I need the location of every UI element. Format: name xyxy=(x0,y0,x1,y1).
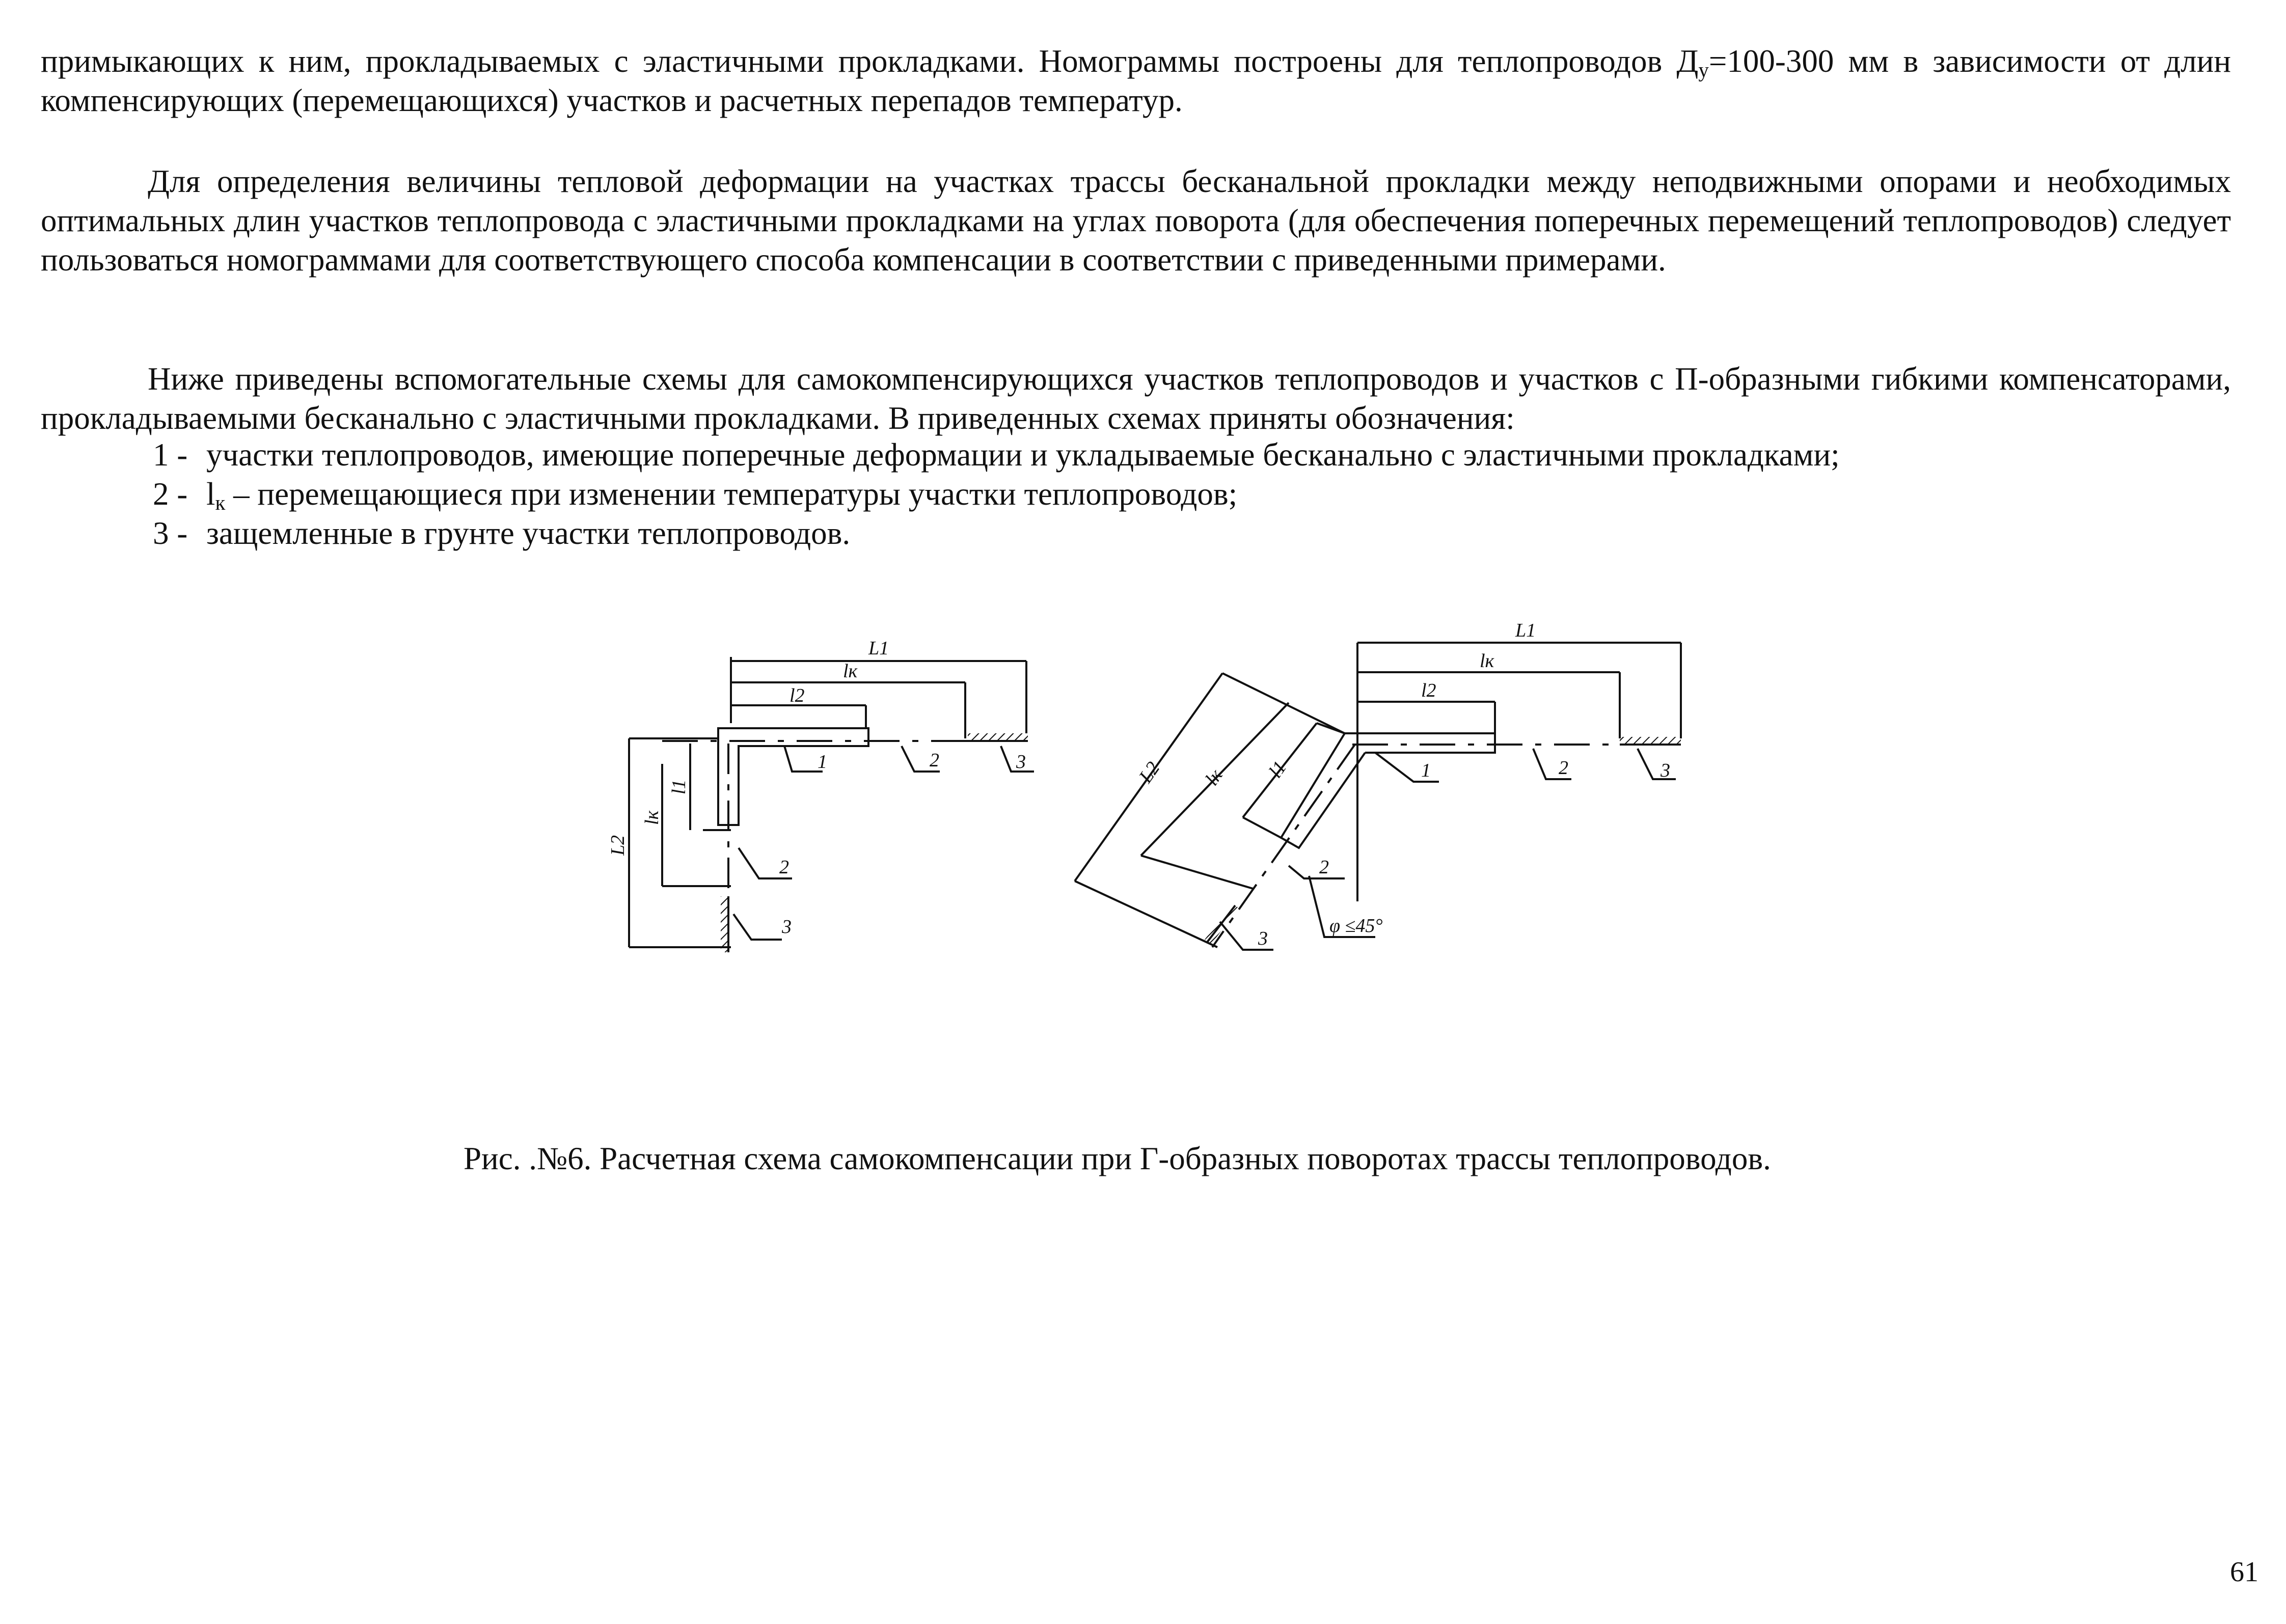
label-lk: lк xyxy=(1480,650,1494,672)
ground-hatch-vertical xyxy=(721,896,728,952)
leader-3v xyxy=(733,914,782,940)
legend-text: – перемещающиеся при изменении температуры участки теплопроводов; xyxy=(225,476,1238,512)
leader-1 xyxy=(784,746,823,772)
legend-text: участки теплопроводов, имеющие поперечные деформации и укладываемые бесканально с эластичными прокладками; xyxy=(206,437,1840,473)
label-2-vertical: 2 xyxy=(779,857,789,878)
paragraph-1-text: примыкающих к ним, прокладываемых с эластичными прокладками. Номограммы построены для теплопроводов Д xyxy=(41,43,1699,79)
page-number: 61 xyxy=(2230,1556,2258,1588)
legend-number: 2 - xyxy=(153,476,188,512)
ground-hatch-horizontal xyxy=(1620,737,1681,745)
label-L1: L1 xyxy=(1515,620,1536,641)
label-2: 2 xyxy=(930,750,939,771)
leader-2b xyxy=(1289,866,1345,878)
label-1: 1 xyxy=(818,751,827,773)
left-diagram xyxy=(607,638,1034,952)
label-L1: L1 xyxy=(868,638,889,659)
label-lk-diagonal: lк xyxy=(1201,765,1227,790)
pipe-elbow-segment xyxy=(718,728,868,825)
label-angle: φ ≤45° xyxy=(1329,915,1383,937)
label-3-vertical: 3 xyxy=(782,916,792,938)
label-lk: lк xyxy=(843,660,858,682)
ground-hatch-horizontal xyxy=(968,733,1028,741)
figure-caption: Рис. .№6. Расчетная схема самокомпенсации при Г-образных поворотах трассы теплопроводов. xyxy=(464,1141,1771,1176)
label-3-bottom: 3 xyxy=(1258,928,1268,949)
paragraph-3: Ниже приведены вспомогательные схемы для самокомпенсирующихся участков теплопроводов и участков с П-образными гибкими компенсаторами, прокладываемыми бесканально с эластичными прокладками. В приведенных схемах приняты обозначения: xyxy=(41,361,2231,436)
label-L2: L2 xyxy=(607,835,629,856)
paragraph-1-tail: =100-300 мм в зависимости от длин компенсирующих (перемещающихся) участков и расчетных перепадов температур. xyxy=(41,43,2231,118)
legend-text: защемленные в грунте участки теплопроводов. xyxy=(206,515,851,551)
label-l1: l1 xyxy=(668,779,690,794)
legend-number: 1 - xyxy=(153,437,188,473)
label-l2: l2 xyxy=(790,685,805,706)
pipe-straight-segment xyxy=(1345,733,1495,753)
label-l1: l1 xyxy=(1264,757,1291,782)
label-L2: L2 xyxy=(1134,758,1164,787)
legend-subscript: к xyxy=(215,491,226,515)
right-diagram xyxy=(1075,620,1681,950)
label-3: 3 xyxy=(1016,751,1026,773)
pipe-diagonal-segment xyxy=(1281,733,1365,848)
du-subscript: у xyxy=(1698,59,1709,82)
label-2: 2 xyxy=(1559,757,1568,779)
legend-symbol: l xyxy=(206,476,215,512)
label-l2: l2 xyxy=(1421,680,1436,701)
label-2-bottom: 2 xyxy=(1319,857,1329,878)
label-lk-vertical: lк xyxy=(641,810,663,825)
paragraph-2: Для определения величины тепловой деформации на участках трассы бесканальной прокладки между неподвижными опорами и необходимых оптимальных длин участков теплопровода с эластичными прокладками на углах поворота (для обеспечения поперечных перемещений теплопроводов) следует пользоваться номограммами для соответствующего способа компенсации в соответствии с приведенными примерами. xyxy=(41,163,2231,278)
label-1: 1 xyxy=(1421,760,1431,781)
legend-number: 3 - xyxy=(153,515,188,551)
label-3: 3 xyxy=(1661,760,1670,781)
